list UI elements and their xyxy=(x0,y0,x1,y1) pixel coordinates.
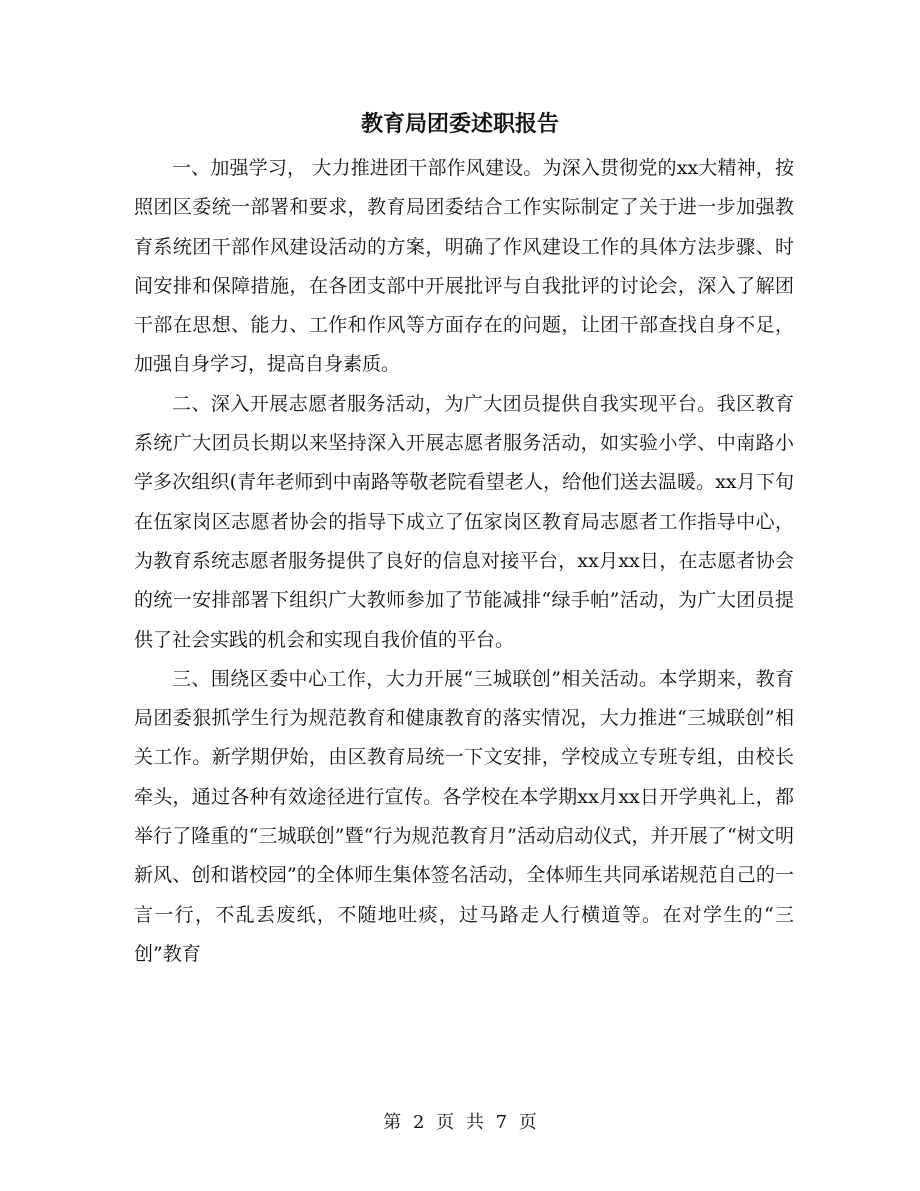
page-number-footer: 第 2 页 共 7 页 xyxy=(383,1112,537,1133)
document-body xyxy=(134,149,794,974)
paragraph-1: 一、加强学习， 大力推进团干部作风建设。为深入贯彻党的xx大精神，按照团区委统一部署和要求，教育局团委结合工作实际制定了关于进一步加强教育系统团干部作风建设活动的方案，明确了作风建设工作的具体方法步骤、时间安排和保障措施，在各团支部中开展批评与自我批评的讨论会，深入了解团干部在思想、能力、工作和作风等方面存在的问题，让团干部查找自身不足，加强自身学习，提高自身素质。 xyxy=(134,157,794,376)
document-title: 教育局团委述职报告 xyxy=(360,111,559,137)
paragraph-3: 三、围绕区委中心工作，大力开展“三城联创”相关活动。本学期来，教育局团委狠抓学生行为规范教育和健康教育的落实情况，大力推进“三城联创”相关工作。新学期伊始，由区教育局统一下文安排，学校成立专班专组，由校长牵头，通过各种有效途径进行宣传。各学校在本学期xx月xx日开学典礼上，都举行了隆重的“三城联创”暨“行为规范教育月”活动启动仪式，并开展了“树文明新风、创和谐校园”的全体师生集体签名活动，全体师生共同承诺规范自己的一言一行，不乱丢废纸，不随地吐痰，过马路走人行横道等。在对学生的“三创”教育 xyxy=(134,667,794,965)
paragraph-2: 二、深入开展志愿者服务活动，为广大团员提供自我实现平台。我区教育系统广大团员长期以来坚持深入开展志愿者服务活动，如实验小学、中南路小学多次组织(青年老师到中南路等敬老院看望老人，给他们送去温暖。xx月下旬在伍家岗区志愿者协会的指导下成立了伍家岗区教育局志愿者工作指导中心，为教育系统志愿者服务提供了良好的信息对接平台，xx月xx日，在志愿者协会的统一安排部署下组织广大教师参加了节能减排“绿手帕”活动，为广大团员提供了社会实践的机会和实现自我价值的平台。 xyxy=(134,392,794,651)
